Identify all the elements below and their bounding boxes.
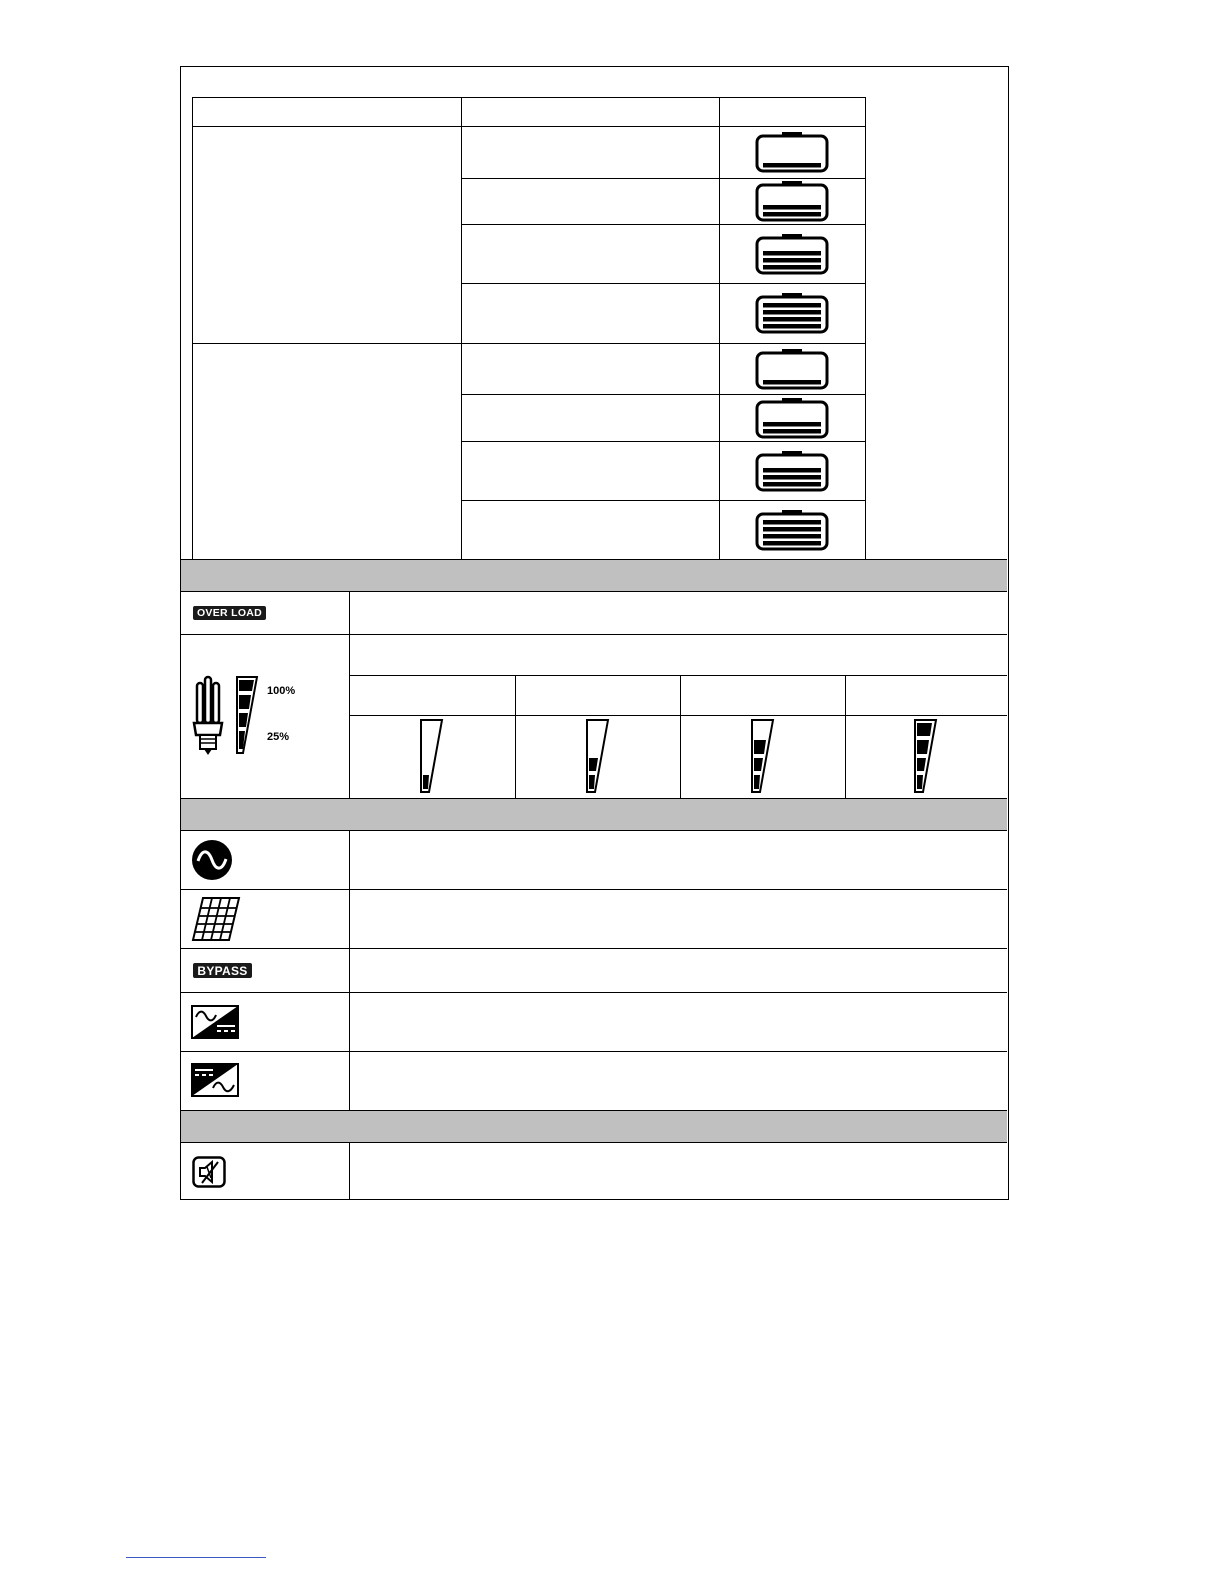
load-level-4-icon — [912, 718, 940, 794]
overload-badge: OVER LOAD — [193, 606, 266, 620]
load-segment — [589, 775, 595, 789]
load-segment — [917, 740, 929, 754]
load-level-1-icon — [418, 718, 446, 794]
bulb-icon — [191, 673, 231, 763]
load-level-2-icon — [584, 718, 612, 794]
battery-bar — [763, 317, 821, 322]
battery-bar — [763, 534, 821, 539]
mute-speaker-icon — [192, 1156, 226, 1188]
battery-bar — [763, 258, 821, 263]
load-label-high: 100% — [267, 685, 296, 697]
battery-bar — [763, 251, 821, 256]
battery-bar — [763, 324, 821, 329]
battery-bar — [763, 541, 821, 546]
battery-bar — [763, 212, 821, 217]
battery-bar — [763, 520, 821, 525]
battery-bar — [763, 205, 821, 210]
battery-level-3-icon — [754, 232, 830, 276]
battery-bar — [763, 429, 821, 434]
load-segment — [917, 775, 923, 789]
load-meter-icon — [235, 675, 261, 755]
load-level-3-icon — [749, 718, 777, 794]
battery-bar — [763, 482, 821, 487]
footnote-rule — [126, 1557, 266, 1558]
battery-bar — [763, 475, 821, 480]
battery-bar — [763, 380, 821, 385]
indicator-table — [180, 66, 1009, 1200]
load-segment — [423, 775, 429, 789]
battery-level-4-icon — [754, 291, 830, 335]
battery-bar — [763, 303, 821, 308]
solar-panel-icon — [191, 896, 241, 942]
battery-bar — [763, 310, 821, 315]
ac-to-dc-icon — [191, 1005, 239, 1039]
battery-bar — [763, 265, 821, 270]
battery-level-3-icon — [754, 449, 830, 493]
load-segment — [754, 740, 766, 754]
battery-level-2-icon — [754, 396, 830, 440]
battery-bar — [763, 527, 821, 532]
battery-level-4-icon — [754, 508, 830, 552]
load-label-low: 25% — [267, 731, 290, 743]
battery-bar — [763, 422, 821, 427]
battery-bar — [763, 468, 821, 473]
bypass-badge: BYPASS — [193, 963, 252, 978]
battery-level-1-icon — [754, 347, 830, 391]
load-meter-legend — [189, 669, 329, 769]
dc-to-ac-icon — [191, 1063, 239, 1097]
ac-sine-icon — [191, 839, 233, 881]
battery-level-2-icon — [754, 179, 830, 223]
battery-bar — [763, 163, 821, 168]
section-band-operation — [181, 1110, 1007, 1143]
section-band-load — [181, 559, 1007, 592]
load-segment — [917, 723, 932, 736]
battery-level-1-icon — [754, 130, 830, 174]
load-segment — [754, 775, 760, 789]
section-band-mode — [181, 798, 1007, 831]
